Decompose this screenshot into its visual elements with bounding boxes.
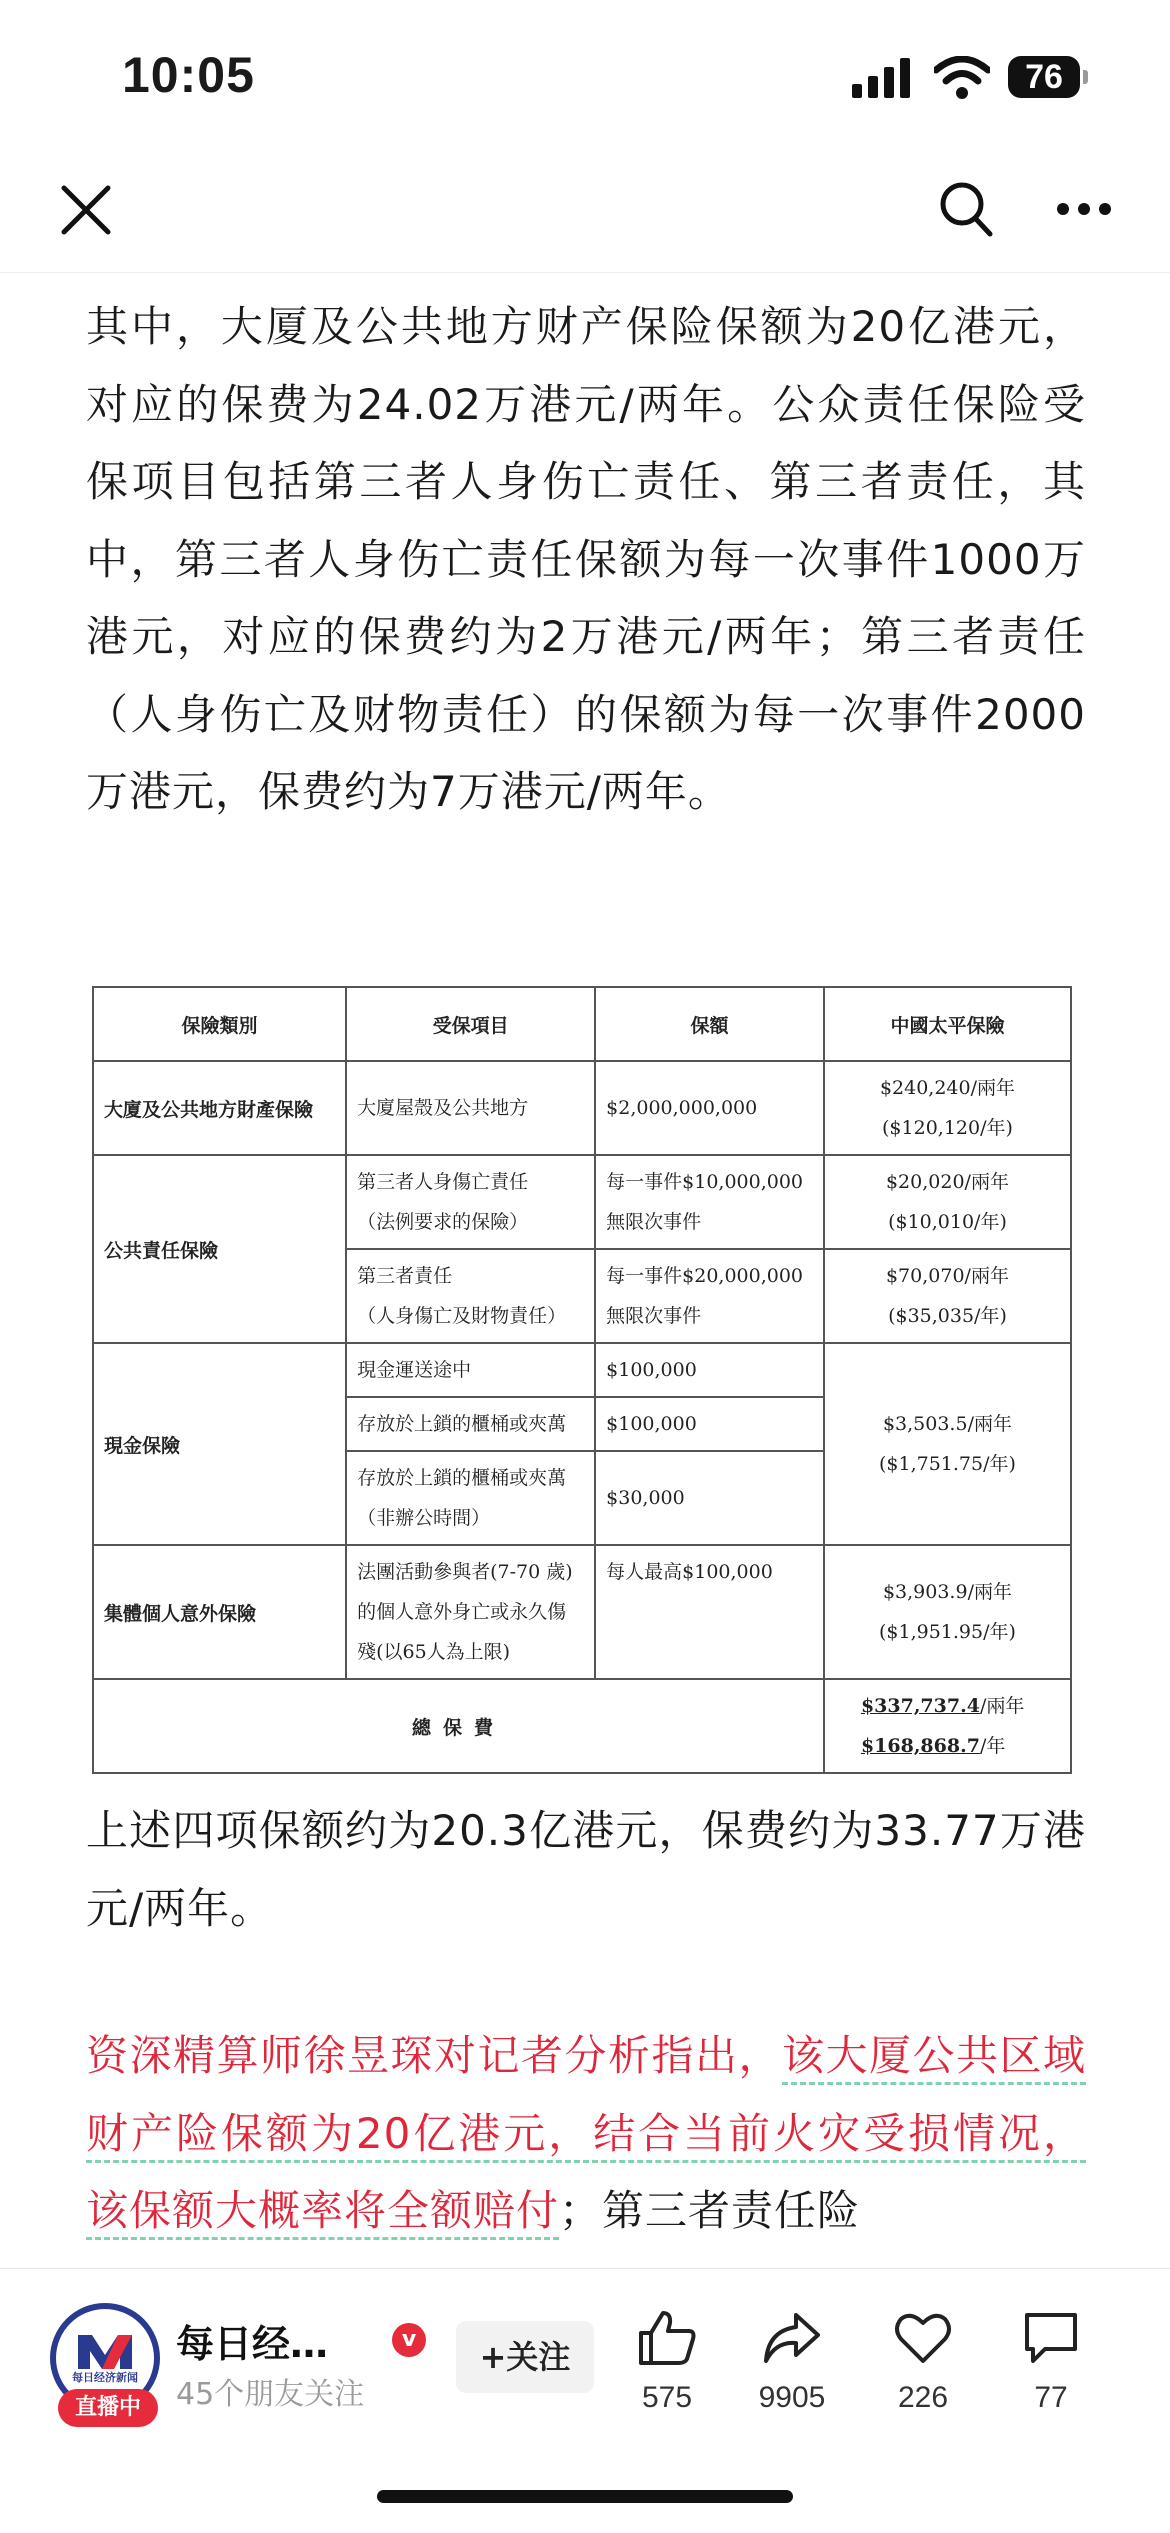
account-name[interactable]: 每日经… [176,2322,329,2366]
battery-level: 76 [1008,56,1080,98]
table-cell-amount: $100,000 [595,1343,824,1397]
table-cell-item: 存放於上鎖的櫃桶或夾萬 [346,1397,595,1451]
table-cell-item: 現金運送途中 [346,1343,595,1397]
favorite-count: 226 [897,2381,949,2414]
insurance-table-image [92,986,1072,1757]
table-total-row [93,1679,1071,1773]
table-cell-item: 第三者人身傷亡責任 （法例要求的保險） [346,1155,595,1249]
share-button[interactable] [737,2309,847,2415]
table-cell-category: 公共責任保險 [93,1155,346,1343]
article-paragraph-1: 其中，大厦及公共地方财产保险保额为20亿港元，对应的保费为24.02万港元/两年。公众责任保险受保项目包括第三者人身伤亡责任、第三者责任，其中，第三者人身伤亡责任保额为每一次事件1000万港元，对应的保费约为2万港元/两年；第三者责任（人身伤亡及财物责任）的保额为每一次事件2000万港元，保费约为7万港元/两年。 [86,302,1086,816]
share-icon [762,2309,822,2367]
table-cell-amount: $30,000 [595,1451,824,1545]
comment-icon [1021,2309,1081,2367]
table-cell-category: 集體個人意外保險 [93,1545,346,1679]
status-time: 10:05 [122,47,255,103]
table-row [93,1061,1071,1155]
account-followers: 45个朋友关注 [176,2377,365,2412]
more-icon[interactable] [1056,202,1112,216]
table-cell-premium: $3,503.5/兩年 ($1,751.75/年) [824,1343,1071,1545]
comment-count: 77 [1034,2381,1068,2414]
table-cell-item: 大廈屋殼及公共地方 [346,1061,595,1155]
table-cell-item: 法團活動參與者(7-70 歲) 的個人意外身亡或永久傷 殘(以65人為上限) [346,1545,595,1679]
highlight-underlined-text[interactable]: 该大厦公共区域财产险保额为20亿港元，结合当前火灾受损情况，该保额大概率将全额赔付 [86,2031,1086,2240]
article-paragraph-2: 上述四项保额约为20.3亿港元，保费约为33.77万港元/两年。 [86,1806,1086,1933]
table-cell-amount: 每一事件$10,000,000 無限次事件 [595,1155,824,1249]
table-cell-item: 存放於上鎖的櫃桶或夾萬 （非辦公時間） [346,1451,595,1545]
article-paragraph-2-wrap [86,1792,1086,1947]
close-icon[interactable] [60,184,112,236]
article-paragraph-3 [86,2017,1086,2250]
share-count: 9905 [758,2381,826,2414]
table-cell-total-premium: $337,737.4/兩年 $168,868.7/年 [824,1679,1071,1773]
home-indicator[interactable] [377,2490,793,2503]
table-cell-amount: 每人最高$100,000 [595,1545,824,1679]
logo-icon [74,2331,136,2371]
article-paragraph-3-wrap [86,2017,1086,2250]
table-cell-item: 第三者責任 （人身傷亡及財物責任） [346,1249,595,1343]
table-cell-premium: $3,903.9/兩年 ($1,951.95/年) [824,1545,1071,1679]
table-row [93,1545,1071,1679]
table-cell-premium: $240,240/兩年 ($120,120/年) [824,1061,1071,1155]
nav-bar [0,150,1170,273]
like-count: 575 [641,2381,693,2414]
live-badge[interactable]: 直播中 [58,2389,158,2427]
table-cell-total-label: 總保費 [93,1679,824,1773]
table-cell-premium: $70,070/兩年 ($35,035/年) [824,1249,1071,1343]
favorite-icon [893,2309,953,2367]
like-icon [637,2309,697,2367]
insurance-table [92,986,1072,1774]
table-row [93,1155,1071,1249]
cellular-signal-icon [852,58,914,98]
table-cell-category: 現金保險 [93,1343,346,1545]
table-header-row [93,987,1071,1061]
verified-badge: v [392,2323,426,2357]
search-icon[interactable] [938,180,994,238]
paragraph-text: ；第三者责任险 [559,2186,861,2235]
status-bar [0,0,1170,150]
article-body [86,288,1086,831]
comment-button[interactable] [996,2309,1106,2415]
table-header: 保額 [595,987,824,1061]
highlight-text: 资深精算师徐昱琛对记者分析指出， [86,2031,782,2080]
like-button[interactable] [612,2309,722,2415]
table-row [93,1343,1071,1397]
follow-button[interactable]: +关注 [456,2321,594,2393]
table-cell-amount: $100,000 [595,1397,824,1451]
table-header: 受保項目 [346,987,595,1061]
table-cell-amount: $2,000,000,000 [595,1061,824,1155]
battery-icon [1008,56,1088,98]
favorite-button[interactable] [868,2309,978,2415]
table-cell-category: 大廈及公共地方財產保險 [93,1061,346,1155]
table-cell-premium: $20,020/兩年 ($10,010/年) [824,1155,1071,1249]
table-cell-amount: 每一事件$20,000,000 無限次事件 [595,1249,824,1343]
table-header: 中國太平保險 [824,987,1071,1061]
table-header: 保險類別 [93,987,346,1061]
wifi-icon [934,56,990,100]
avatar-caption: 每日经济新闻 [72,2371,138,2384]
